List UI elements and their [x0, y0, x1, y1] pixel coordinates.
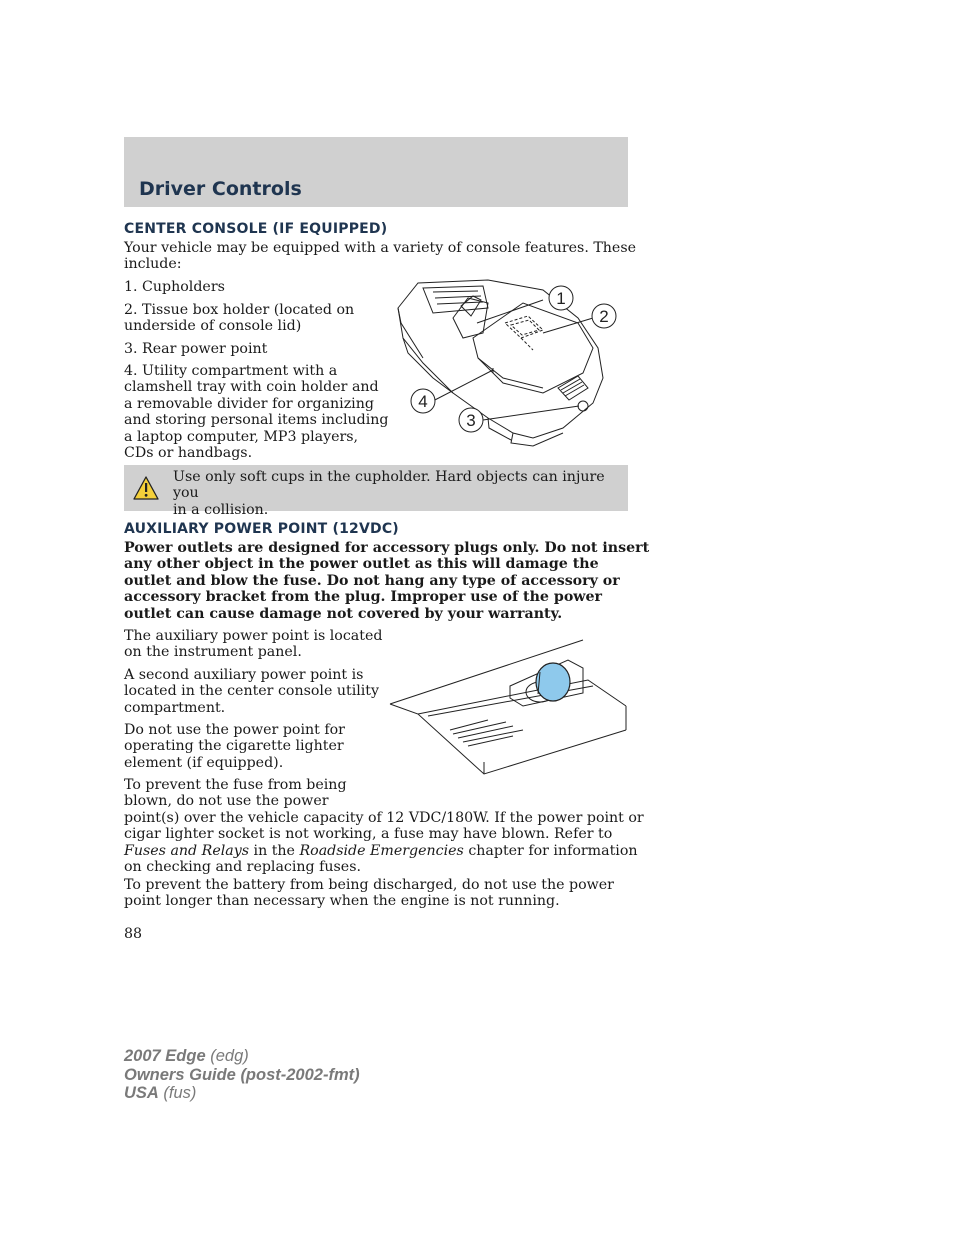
caution-line: accessory bracket from the plug. Improper use of the power [124, 589, 602, 606]
ref-tail: chapter for information [463, 842, 638, 859]
center-console-heading: CENTER CONSOLE (IF EQUIPPED) [124, 221, 388, 237]
para-line: To prevent the battery from being discharged, do not use the power [124, 877, 614, 893]
svg-text:2: 2 [599, 307, 609, 326]
para-line: blown, do not use the power [124, 793, 329, 810]
list-item-line: 1. Cupholders [124, 279, 225, 295]
footer-line [124, 1047, 360, 1066]
aux-para-2 [124, 667, 379, 716]
para-line: Do not use the power point for [124, 722, 345, 738]
intro-line: include: [124, 256, 182, 273]
callout-3 [459, 408, 483, 432]
aux-para-1 [124, 628, 382, 661]
fuses-and-relays-ref: Fuses and Relays [124, 842, 250, 859]
callout-1 [549, 286, 573, 310]
roadside-emergencies-ref: Roadside Emergencies [299, 842, 464, 859]
list-item-line: a laptop computer, MP3 players, [124, 428, 359, 445]
intro-line: Your vehicle may be equipped with a variety of console features. These [124, 240, 637, 256]
para-line: The auxiliary power point is located [124, 628, 383, 644]
warning-box [124, 465, 628, 518]
warning-line: Use only soft cups in the cupholder. Hard objects can injure you [173, 469, 605, 502]
list-item-line: clamshell tray with coin holder and [124, 379, 379, 396]
warning-line: in a collision. [173, 501, 269, 518]
console-intro [124, 240, 636, 273]
para-line: A second auxiliary power point is [124, 667, 364, 683]
center-console-illustration [393, 278, 628, 448]
warning-text [173, 469, 623, 518]
callout-4 [411, 389, 435, 413]
list-item-line: and storing personal items including [124, 412, 389, 429]
list-item-line: 4. Utility compartment with a [124, 363, 338, 379]
document-footer [124, 1047, 360, 1103]
para-line [124, 843, 644, 859]
list-item-line: CDs or handbags. [124, 445, 253, 462]
svg-text:1: 1 [556, 289, 566, 308]
footer-market-code: (fus) [158, 1084, 197, 1102]
para-line: compartment. [124, 699, 226, 716]
para-line: point(s) over the vehicle capacity of 12 VDC/180W. If the power point or [124, 809, 644, 826]
ref-connector: in the [249, 842, 300, 859]
caution-line: outlet can cause damage not covered by your warranty. [124, 605, 563, 622]
list-item-line: 2. Tissue box holder (located on [124, 302, 355, 318]
footer-model-code: (edg) [205, 1047, 249, 1065]
aux-power-caution [124, 540, 649, 622]
footer-line [124, 1066, 360, 1085]
console-item-1 [124, 279, 225, 295]
aux-para-5 [124, 877, 614, 910]
para-line: cigar lighter socket is not working, a fuse may have blown. Refer to [124, 826, 613, 843]
para-line: To prevent the fuse from being [124, 777, 347, 793]
console-item-2 [124, 302, 354, 335]
footer-line [124, 1084, 360, 1103]
callout-2 [592, 304, 616, 328]
para-line: element (if equipped). [124, 754, 284, 771]
aux-power-heading: AUXILIARY POWER POINT (12VDC) [124, 521, 399, 537]
console-item-4 [124, 363, 389, 461]
svg-text:3: 3 [466, 411, 476, 430]
power-outlet-cap [536, 663, 570, 701]
aux-para-4 [124, 777, 644, 875]
power-outlet-illustration [388, 638, 628, 776]
page-number: 88 [124, 926, 143, 942]
section-title: Driver Controls [139, 178, 302, 200]
list-item-line: 3. Rear power point [124, 341, 268, 357]
list-item-line: underside of console lid) [124, 318, 302, 335]
aux-para-3 [124, 722, 345, 771]
warning-icon [133, 476, 159, 500]
para-line: located in the center console utility [124, 683, 380, 700]
console-item-3 [124, 341, 267, 357]
footer-market: USA [124, 1084, 159, 1102]
para-line: point longer than necessary when the engine is not running. [124, 893, 560, 910]
caution-line: any other object in the power outlet as this will damage the [124, 556, 599, 573]
para-line: operating the cigarette lighter [124, 738, 344, 755]
footer-model: 2007 Edge [124, 1047, 206, 1065]
caution-line: outlet and blow the fuse. Do not hang any type of accessory or [124, 572, 620, 589]
list-item-line: a removable divider for organizing [124, 395, 374, 412]
svg-text:4: 4 [418, 392, 428, 411]
para-line: on checking and replacing fuses. [124, 859, 361, 876]
para-line: on the instrument panel. [124, 644, 302, 661]
caution-line: Power outlets are designed for accessory plugs only. Do not insert [124, 540, 650, 556]
footer-guide: Owners Guide (post-2002-fmt) [124, 1065, 360, 1084]
